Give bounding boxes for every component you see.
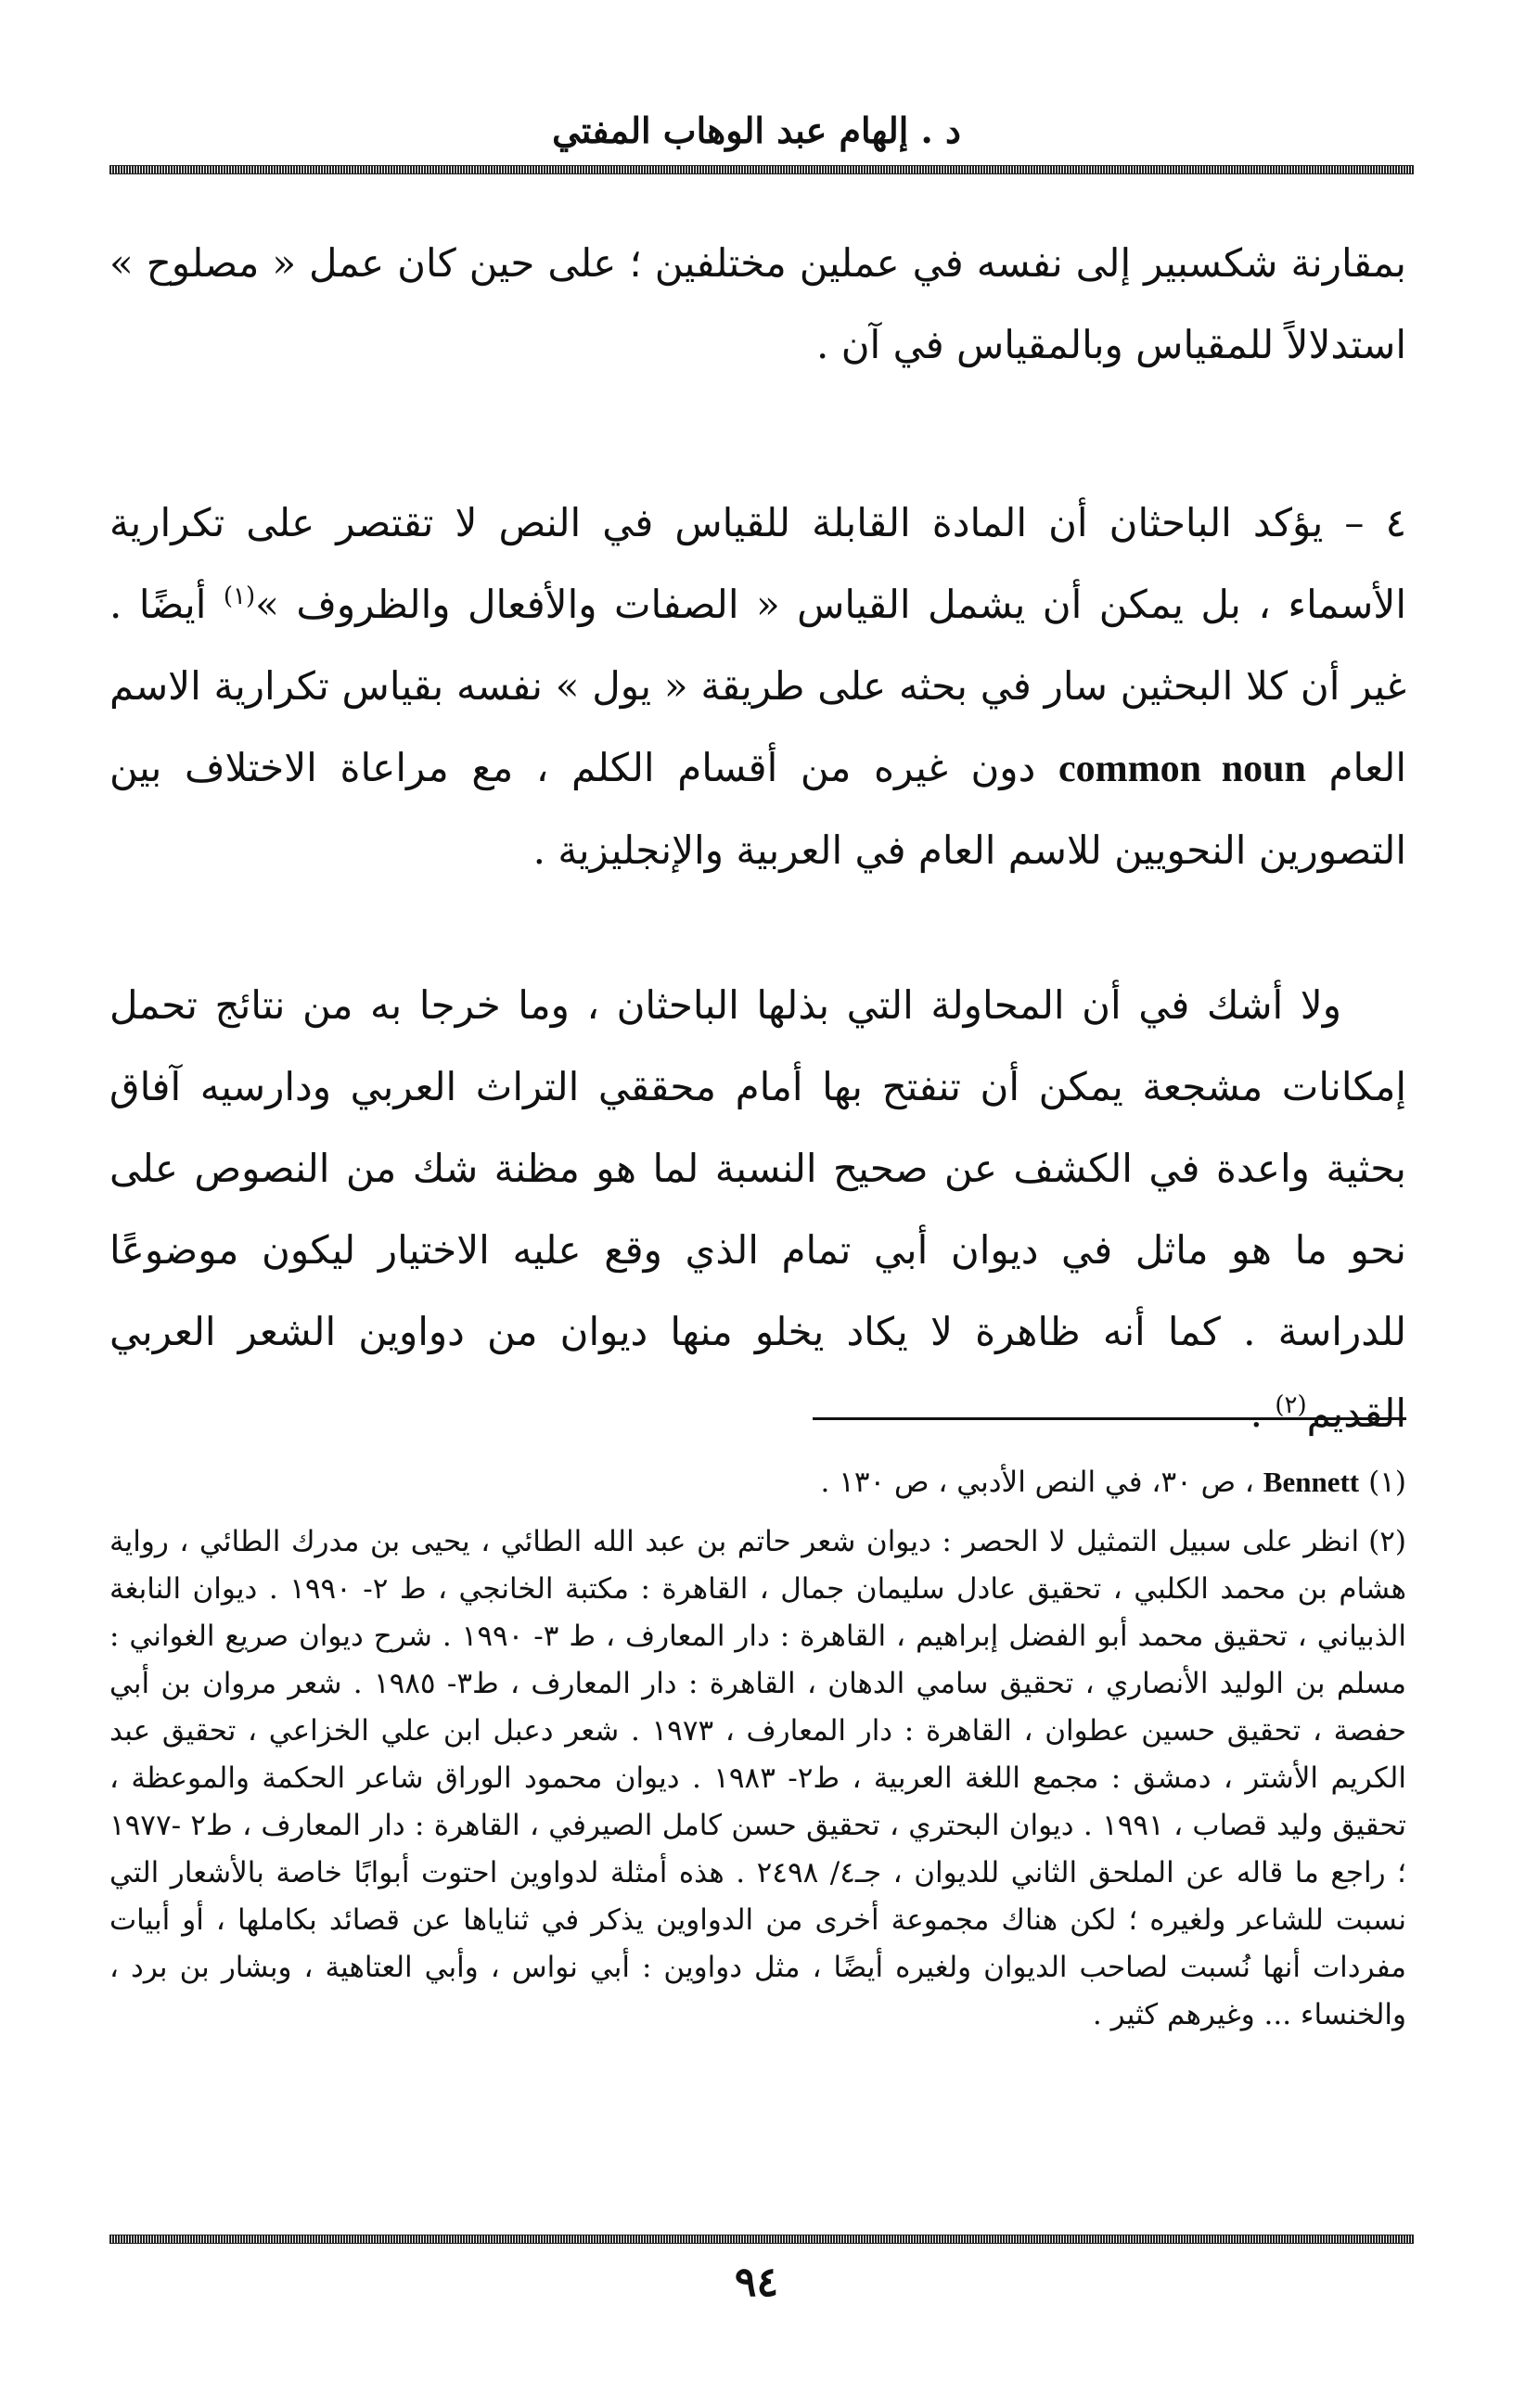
paragraph-2-text-b: أيضًا . غير أن كلا البحثين سار في بحثه على طريقة « يول » نفسه بقياس تكرارية الاسم العام (109, 582, 1406, 790)
page-number: ٩٤ (734, 2259, 779, 2306)
paragraph-2-text-c: دون غيره من أقسام الكلم ، مع مراعاة الاختلاف بين التصورين النحويين للاسم العام في العربية والإنجليزية . (109, 745, 1406, 873)
paragraph-1 (109, 223, 1406, 386)
paragraph-1-text: بمقارنة شكسبير إلى نفسه في عملين مختلفين ؛ على حين كان عمل « مصلوح » استدلالاً للمقياس وبالمقياس في آن . (109, 240, 1406, 367)
paragraph-2-text-a: ٤ – يؤكد الباحثان أن المادة القابلة للقياس في النص لا تقتصر على تكرارية الأسماء ، بل يمكن أن يشمل القياس « الصفات والأفعال والظروف » (109, 500, 1406, 627)
header-rule (109, 165, 1414, 174)
footnote-1-number: (١) (1368, 1466, 1406, 1499)
footnote-1-text: ، ص ٣٠، في النص الأدبي ، ص ١٣٠ . (820, 1466, 1263, 1499)
paragraph-3-text-a: ولا أشك في أن المحاولة التي بذلها الباحثان ، وما خرجا به من نتائج تحمل إمكانات مشجعة يمكن أن تنفتح بها أمام محققي التراث العربي ودارسيه آفاق بحثية واعدة في الكشف عن صحيح النسبة لما هو مظنة شك من النصوص على نحو ما هو ماثل في ديوان أبي تمام الذي وقع عليه الاختيار ليكون موضوعًا للدراسة . كما أنه ظاهرة لا يكاد يخلو منها ديوان من دواوين الشعر العربي القديم (109, 982, 1406, 1436)
paragraph-2 (109, 482, 1406, 891)
footnote-1 (109, 1458, 1406, 1506)
footnote-divider (813, 1417, 1406, 1420)
paragraph-3-text-b: . (1250, 1390, 1276, 1436)
footnote-ref-1[interactable]: (١) (223, 583, 256, 610)
footnote-1-latin: Bennett (1263, 1466, 1360, 1498)
footnote-2-number: (٢) (1368, 1525, 1406, 1558)
paragraph-3 (109, 965, 1406, 1454)
running-header-author: د . إلهام عبد الوهاب المفتي (552, 109, 961, 151)
latin-term-common-noun: common noun (1058, 748, 1306, 790)
footnote-2 (109, 1518, 1406, 2039)
footer-rule (109, 2235, 1414, 2244)
footnote-2-text: انظر على سبيل التمثيل لا الحصر : ديوان شعر حاتم بن عبد الله الطائي ، يحيى بن مدرك الطائي ، رواية هشام بن محمد الكلبي ، تحقيق عادل سليمان جمال ، القاهرة : مكتبة الخانجي ، ط ٢- ١٩٩٠ . ديوان النابغة الذبياني ، تحقيق محمد أبو الفضل إبراهيم ، القاهرة : دار المعارف ، ط ٣- ١٩٩٠ . شرح ديوان صريع الغواني : مسلم بن الوليد الأنصاري ، تحقيق سامي الدهان ، القاهرة : دار المعارف ، ط٣- ١٩٨٥ . شعر مروان بن أبي حفصة ، تحقيق حسين عطوان ، القاهرة : دار المعارف ، ١٩٧٣ . شعر دعبل ابن علي الخزاعي ، تحقيق عبد الكريم الأشتر ، دمشق : مجمع اللغة العربية ، ط٢- ١٩٨٣ . ديوان محمود الوراق شاعر الحكمة والموعظة ، تحقيق وليد قصاب ، ١٩٩١ . ديوان البحتري ، تحقيق حسن كامل الصيرفي ، القاهرة : دار المعارف ، ط٢ -١٩٧٧ ؛ راجع ما قاله عن الملحق الثاني للديوان ، جـ٤/ ٢٤٩٨ . هذه أمثلة لدواوين احتوت أبوابًا خاصة بالأشعار التي نسبت للشاعر ولغيره ؛ لكن هناك مجموعة أخرى من الدواوين يذكر في ثناياها عن قصائد بكاملها ، أو أبيات مفردات أنها نُسبت لصاحب الديوان ولغيره أيضًا ، مثل دواوين : أبي نواس ، وأبي العتاهية ، وبشار بن برد ، والخنساء ... وغيرهم كثير . (109, 1525, 1406, 2031)
footnote-ref-2[interactable]: (٢) (1275, 1391, 1307, 1419)
